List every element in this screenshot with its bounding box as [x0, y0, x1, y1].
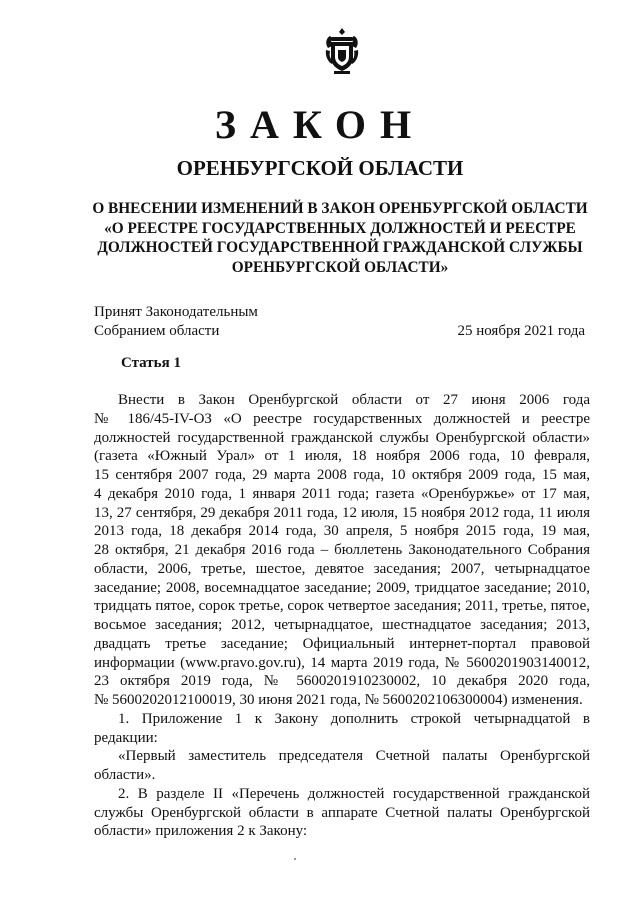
body-line: службы Оренбургской области в аппарате Счетной палаты Оренбургской [94, 804, 590, 821]
law-name-line: ОРЕНБУРГСКОЙ ОБЛАСТИ» [231, 258, 449, 276]
adoption-line: Собранием области [94, 323, 220, 339]
law-name [90, 199, 590, 277]
adoption-date: 25 ноября 2021 года [457, 323, 585, 339]
scan-artifact [294, 858, 296, 860]
body-line: 28 октября, 21 декабря 2016 года – бюллетень Законодательного Собрания [94, 542, 590, 558]
body-line: тридцать пятое, сорок третье, сорок четвертое заседания; 2011, третье, пятое, [94, 598, 590, 615]
law-name-line: ДОЛЖНОСТЕЙ ГОСУДАРСТВЕННОЙ ГРАЖДАНСКОЙ СЛУЖБЫ [97, 239, 583, 256]
body-line: 13, 27 сентября, 29 декабря 2011 года, 12 июля, 15 ноября 2012 года, 11 июля [94, 504, 590, 521]
document-title: ЗАКОН [214, 102, 426, 147]
adoption-line: Принят Законодательным [94, 304, 258, 320]
body-line: № 5600202012100019, 30 июня 2021 года, № 5600202106300004) изменения. [94, 692, 583, 708]
body-line: двадцать третье заседание; Официальный интернет-портал правовой [94, 635, 590, 652]
body-line: должностей государственной гражданской службы Оренбургской области» [94, 429, 590, 446]
document-subtitle: ОРЕНБУРГСКОЙ ОБЛАСТИ [176, 156, 464, 180]
body-line: редакции: [94, 729, 158, 746]
body-line: заседание; 2008, восемнадцатое заседание; 2009, тридцатое заседание; 2010, [94, 579, 590, 596]
body-line: 2013 года, 18 декабря 2014 года, 30 апреля, 5 ноября 2015 года, 19 мая, [94, 523, 590, 540]
body-line: 2. В разделе II «Перечень должностей государственной гражданской [118, 785, 590, 802]
body-line: восьмое заседания; 2012, четырнадцатое, шестнадцатое заседания; 2013, [94, 617, 590, 633]
body-line: области, 2006, третье, шестое, девятое заседания; 2007, четырнадцатое [94, 560, 590, 577]
body-line: (газета «Южный Урал» от 1 июля, 18 ноября 2006 года, 10 февраля, [94, 448, 590, 465]
body-line: «Первый заместитель председателя Счетной палаты Оренбургской [118, 748, 590, 765]
article-body [94, 391, 590, 841]
body-line: информации (www.pravo.gov.ru), 14 марта 2019 года, № 5600201903140012, [94, 654, 590, 671]
body-line: области». [94, 767, 156, 783]
law-name-line: «О РЕЕСТРЕ ГОСУДАРСТВЕННЫХ ДОЛЖНОСТЕЙ И РЕЕСТРЕ [104, 219, 576, 237]
law-name-line: О ВНЕСЕНИИ ИЗМЕНЕНИЙ В ЗАКОН ОРЕНБУРГСКОЙ ОБЛАСТИ [92, 200, 588, 217]
article-heading: Статья 1 [121, 355, 181, 371]
body-line: № 186/45-IV-ОЗ «О реестре государственных должностей и реестре [94, 410, 590, 427]
body-line: 4 декабря 2010 года, 1 января 2011 года; газета «Оренбуржье» от 17 мая, [94, 485, 590, 502]
body-line: Внести в Закон Оренбургской области от 27 июня 2006 года [118, 392, 590, 408]
body-line: 15 сентября 2007 года, 29 марта 2008 года, 10 октября 2009 года, 15 мая, [94, 467, 590, 483]
body-line: 23 октября 2019 года, № 5600201910230002, 10 декабря 2020 года, [94, 673, 590, 690]
coat-of-arms-icon [322, 26, 362, 76]
body-line: 1. Приложение 1 к Закону дополнить строкой четырнадцатой в [118, 710, 590, 727]
adoption-note [94, 303, 258, 341]
body-line: области» приложения 2 к Закону: [94, 823, 308, 840]
